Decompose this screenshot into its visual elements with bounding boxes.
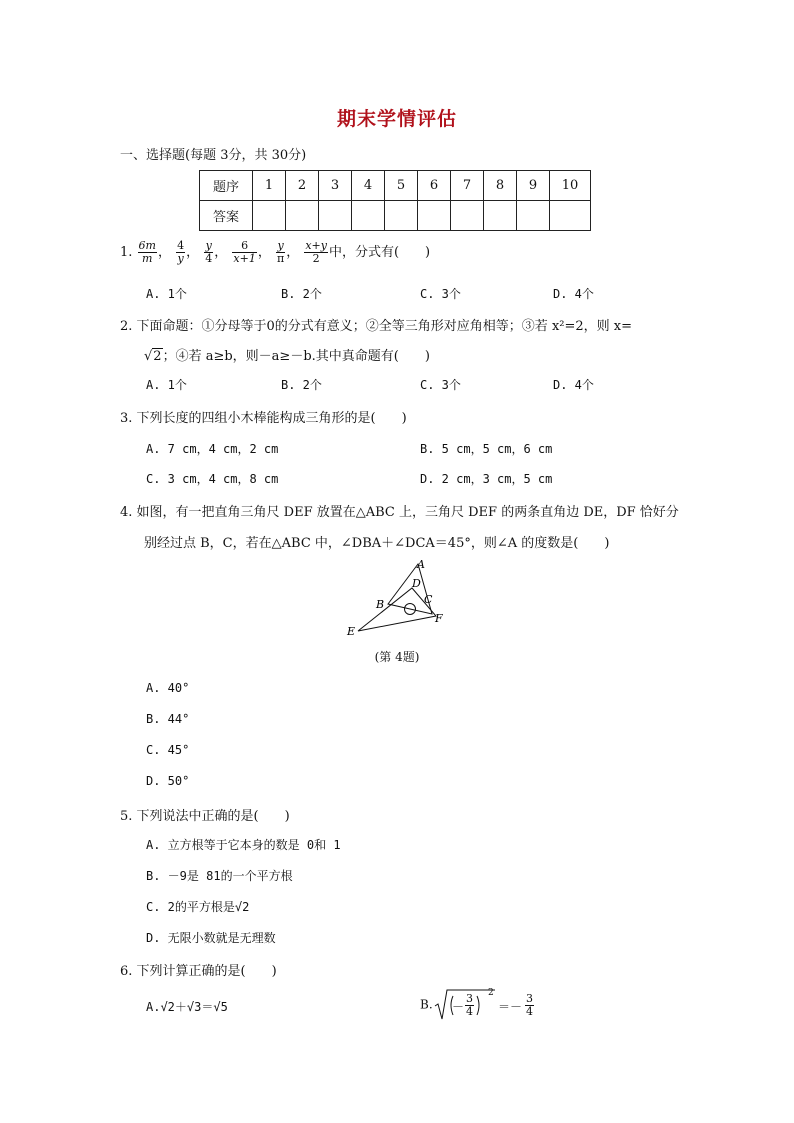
question-6: 6. 下列计算正确的是( ): [120, 964, 277, 979]
table-cell: 8: [484, 171, 517, 201]
table-row: [200, 171, 591, 201]
option-c[interactable]: C. 3 cm，4 cm，8 cm: [146, 472, 279, 486]
question-4-line1: 4. 如图，有一把直角三角尺 DEF 放置在△ABC 上，三角尺 DEF 的两条直角边 DE，DF 恰好分: [120, 505, 679, 520]
option-c[interactable]: C. 3个: [420, 287, 461, 301]
answer-cell[interactable]: [418, 201, 451, 231]
question-3: 3. 下列长度的四组小木棒能构成三角形的是( ): [120, 411, 407, 426]
label-b: B: [376, 598, 385, 611]
option-c[interactable]: C. 3个: [420, 378, 461, 392]
option-d[interactable]: D. 无限小数就是无理数: [146, 931, 276, 945]
table-cell: 9: [517, 171, 550, 201]
answer-table: [199, 170, 591, 231]
question-number: 1.: [120, 245, 133, 260]
answer-cell[interactable]: [451, 201, 484, 231]
table-cell: 5: [385, 171, 418, 201]
section-heading: 一、选择题(每题 3分，共 30分): [120, 148, 307, 163]
question-4-line2: 别经过点 B，C，若在△ABC 中，∠DBA＋∠DCA＝45°，则∠A 的度数是( ): [144, 536, 610, 551]
table-header-cell: 题序: [200, 171, 253, 201]
table-cell: 1: [253, 171, 286, 201]
option-a[interactable]: A. 7 cm，4 cm，2 cm: [146, 442, 279, 456]
option-a[interactable]: A. 1个: [146, 378, 187, 392]
option-b[interactable]: B. 5 cm，5 cm，6 cm: [420, 442, 553, 456]
question-2-line2: √2；④若 a≥b，则－a≥－b.其中真命题有( ): [144, 349, 430, 364]
option-c[interactable]: C. 2的平方根是√2: [146, 900, 250, 914]
option-b[interactable]: B. 2个: [281, 378, 322, 392]
table-cell: 4: [352, 171, 385, 201]
question-5: 5. 下列说法中正确的是( ): [120, 809, 290, 824]
option-a[interactable]: A. 1个: [146, 287, 187, 301]
fraction: $\frac{6}{x+1}$: [233, 239, 256, 265]
option-d[interactable]: D. 4个: [553, 287, 594, 301]
option-a[interactable]: A.√2＋√3＝√5: [146, 1000, 228, 1014]
label-c: C: [424, 593, 433, 606]
option-c[interactable]: C. 45°: [146, 743, 190, 757]
table-header-cell: 答案: [200, 201, 253, 231]
fraction: $\frac{y}{4}$: [205, 239, 213, 265]
answer-cell[interactable]: [550, 201, 591, 231]
page-title: 期末学情评估: [336, 108, 457, 130]
question-2-line1: 2. 下面命题：①分母等于0的分式有意义；②全等三角形对应角相等；③若 x²=2，则 x=: [120, 319, 633, 334]
fraction: $\frac{6m}{m}$: [138, 239, 156, 265]
option-d[interactable]: D. 2 cm，3 cm，5 cm: [420, 472, 553, 486]
label-d: D: [412, 577, 421, 590]
option-b[interactable]: B. － $\frac{3}{4}$ 2 ＝－ $\frac{3}{4}$: [420, 988, 495, 1022]
option-b[interactable]: B. 2个: [281, 287, 322, 301]
table-row: [200, 201, 591, 231]
table-cell: 7: [451, 171, 484, 201]
triangle-figure: [340, 558, 460, 640]
fraction: $\frac{3}{4}$: [466, 992, 473, 1018]
figure-caption: (第 4题): [374, 650, 420, 664]
table-cell: 3: [319, 171, 352, 201]
option-b[interactable]: B. －9是 81的一个平方根: [146, 869, 293, 883]
fraction: $\frac{x+y}{2}$: [305, 239, 327, 265]
option-a[interactable]: A. 40°: [146, 681, 190, 695]
answer-cell[interactable]: [517, 201, 550, 231]
fraction: $\frac{y}{\pi}$: [276, 239, 285, 265]
option-a[interactable]: A. 立方根等于它本身的数是 0和 1: [146, 838, 341, 852]
answer-cell[interactable]: [286, 201, 319, 231]
label-a: A: [417, 558, 425, 571]
option-d[interactable]: D. 50°: [146, 774, 190, 788]
label-e: E: [347, 625, 356, 638]
answer-cell[interactable]: [352, 201, 385, 231]
answer-cell[interactable]: [484, 201, 517, 231]
answer-cell[interactable]: [253, 201, 286, 231]
option-b[interactable]: B. 44°: [146, 712, 190, 726]
option-d[interactable]: D. 4个: [553, 378, 594, 392]
table-cell: 10: [550, 171, 591, 201]
fraction: $\frac{4}{y}$: [177, 239, 185, 265]
fraction: $\frac{3}{4}$: [526, 992, 533, 1018]
answer-cell[interactable]: [385, 201, 418, 231]
table-cell: 6: [418, 171, 451, 201]
label-f: F: [435, 612, 443, 625]
answer-cell[interactable]: [319, 201, 352, 231]
table-cell: 2: [286, 171, 319, 201]
question-1: 1. $\frac{6m}{m}$ ， $\frac{4}{y}$ ， $\frac{y}{4}$ ， $\frac{6}{x+1}$ ， $\frac{y}{\pi}$ ， $\frac{x+y}{2}$ 中，分式有( ): [120, 239, 431, 265]
